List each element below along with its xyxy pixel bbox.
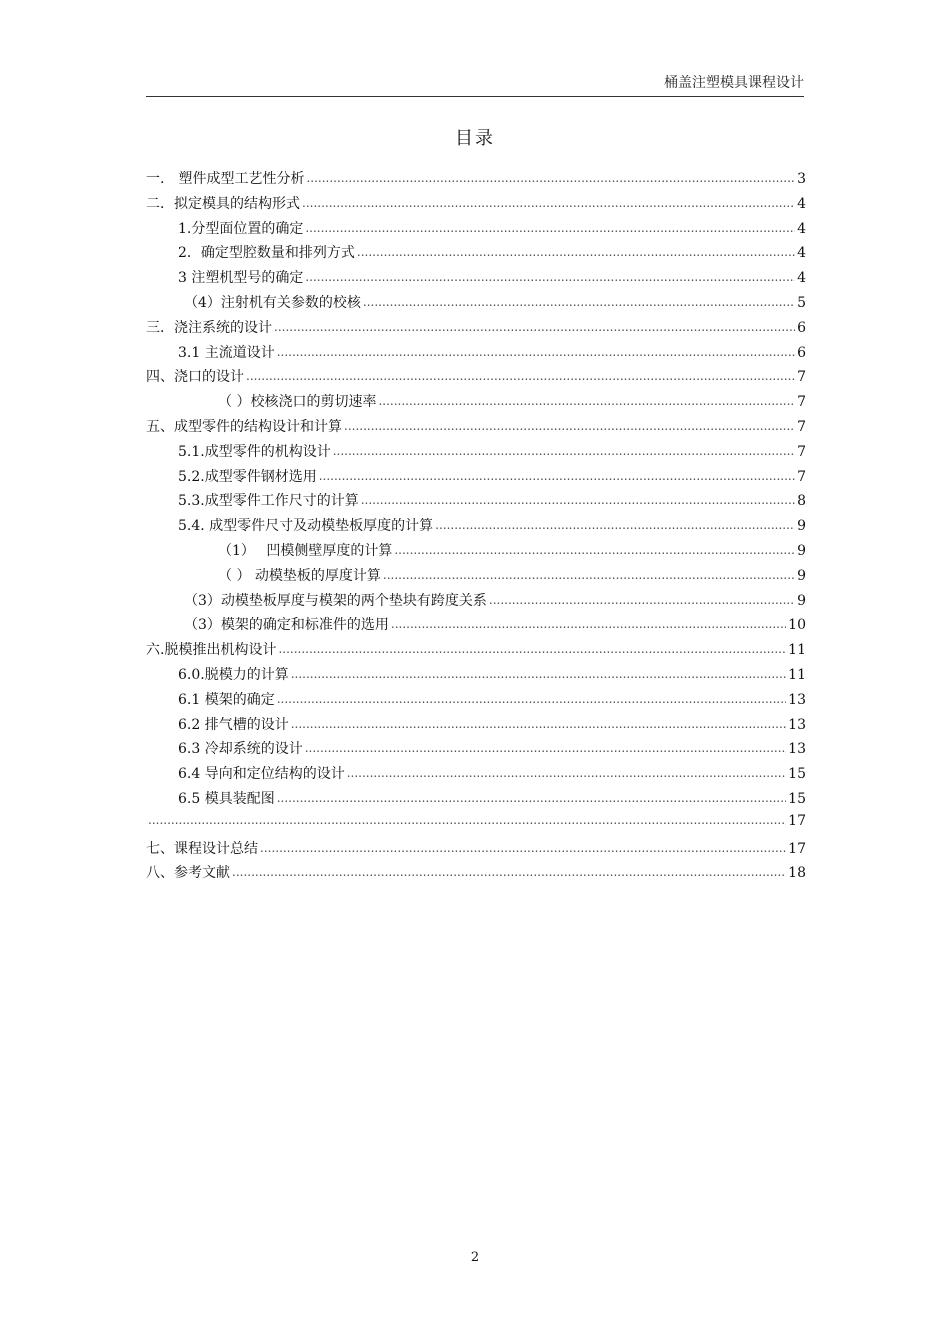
toc-dot-leader: [246, 369, 795, 383]
toc-entry-label: 二．拟定模具的结构形式: [146, 195, 300, 212]
toc-entry-page: 17: [788, 812, 806, 829]
toc-entry-label: 5.2.成型零件钢材选用: [178, 468, 317, 485]
toc-entry-label: 三．浇注系统的设计: [146, 319, 272, 336]
toc-entry-label: （ ） 动模垫板的厚度计算: [218, 567, 381, 584]
toc-dot-leader: [333, 444, 795, 458]
toc-entry[interactable]: [146, 614, 806, 639]
toc-dot-leader: [291, 717, 786, 731]
toc-dot-leader: [306, 171, 795, 185]
toc-entry-page: 5: [797, 294, 806, 311]
toc-entry-label: 3 注塑机型号的确定: [178, 270, 304, 287]
toc-entry[interactable]: [146, 366, 806, 391]
toc-entry-label: 5.1.成型零件的机构设计: [178, 443, 331, 460]
toc-dot-leader: [391, 617, 786, 631]
toc-entry-page: 9: [797, 518, 806, 535]
toc-entry-page: 13: [788, 716, 806, 733]
toc-entry[interactable]: [146, 590, 806, 615]
page-header-title: 桶盖注塑模具课程设计: [664, 75, 804, 91]
toc-entry[interactable]: [146, 391, 806, 416]
toc-entry[interactable]: [146, 416, 806, 441]
toc-dot-leader: [344, 419, 795, 433]
toc-entry-page: 17: [788, 840, 806, 857]
toc-entry-label: 6.2 排气槽的设计: [178, 716, 289, 733]
page-number: 2: [470, 1250, 480, 1265]
toc-entry-page: 15: [788, 766, 806, 783]
toc-dot-leader: [378, 394, 795, 408]
toc-entry-page: 18: [788, 865, 806, 882]
toc-entry-label: （4）注射机有关参数的校核: [184, 294, 361, 311]
toc-dot-leader: [394, 543, 795, 557]
toc-entry[interactable]: [146, 193, 806, 218]
toc-entry-page: 13: [788, 691, 806, 708]
toc-entry-label: 七、课程设计总结: [146, 840, 258, 857]
table-of-contents: [146, 168, 806, 887]
toc-entry[interactable]: [146, 838, 806, 863]
toc-dot-leader: [489, 593, 795, 607]
toc-dot-leader: [148, 813, 786, 827]
toc-entry-label: 1.分型面位置的确定: [178, 220, 304, 237]
header-rule: [146, 96, 804, 97]
toc-entry-page: 13: [788, 741, 806, 758]
toc-dot-leader: [277, 345, 795, 359]
toc-entry[interactable]: [146, 441, 806, 466]
toc-dot-leader: [277, 692, 786, 706]
toc-entry[interactable]: [146, 565, 806, 590]
toc-dot-leader: [319, 469, 795, 483]
toc-entry[interactable]: [146, 714, 806, 739]
toc-entry[interactable]: [146, 664, 806, 689]
toc-entry-label: 5.4. 成型零件尺寸及动模垫板厚度的计算: [178, 518, 434, 535]
toc-dot-leader: [357, 245, 795, 259]
toc-dot-leader: [302, 196, 795, 210]
toc-entry-label: 6.4 导向和定位结构的设计: [178, 766, 345, 783]
toc-dot-leader: [305, 270, 795, 284]
toc-entry-page: 4: [797, 195, 806, 212]
toc-entry-page: 7: [797, 443, 806, 460]
toc-entry-page: 9: [797, 567, 806, 584]
toc-entry[interactable]: [146, 466, 806, 491]
toc-dot-leader: [232, 865, 786, 879]
toc-entry[interactable]: [146, 738, 806, 763]
toc-dot-leader: [274, 320, 795, 334]
toc-entry-label: 3.1 主流道设计: [178, 344, 275, 361]
toc-entry-page: 4: [797, 220, 806, 237]
toc-entry-label: 八、参考文献: [146, 865, 230, 882]
toc-title: 目录: [455, 128, 495, 149]
toc-entry[interactable]: [146, 763, 806, 788]
toc-entry-label: （3）模架的确定和标准件的选用: [184, 617, 389, 634]
toc-entry-label: 一. 塑件成型工艺性分析: [146, 171, 305, 187]
toc-entry-label: 6.5 模具装配图: [178, 790, 275, 807]
toc-entry[interactable]: [146, 292, 806, 317]
toc-entry[interactable]: [146, 317, 806, 342]
toc-entry-label: （ ）校核浇口的剪切速率: [218, 394, 377, 411]
toc-entry[interactable]: [146, 813, 806, 838]
toc-entry-page: 7: [797, 369, 806, 386]
toc-entry-page: 4: [797, 245, 806, 262]
toc-entry[interactable]: [146, 540, 806, 565]
toc-entry-page: 3: [797, 171, 806, 187]
toc-entry-label: （1） 凹模侧壁厚度的计算: [218, 542, 393, 559]
toc-dot-leader: [435, 518, 795, 532]
toc-entry-page: 11: [788, 666, 806, 683]
toc-entry-label: 6.0.脱模力的计算: [178, 666, 289, 683]
toc-entry-page: 9: [797, 542, 806, 559]
toc-entry-label: 五、成型零件的结构设计和计算: [146, 418, 342, 435]
toc-entry[interactable]: [146, 862, 806, 887]
toc-entry-page: 6: [797, 344, 806, 361]
toc-entry[interactable]: [146, 267, 806, 292]
toc-entry-page: 9: [797, 592, 806, 609]
toc-entry-label: 四、浇口的设计: [146, 369, 244, 386]
toc-entry-label: （3）动模垫板厚度与模架的两个垫块有跨度关系: [184, 592, 487, 609]
toc-dot-leader: [291, 667, 786, 681]
toc-entry-page: 7: [797, 468, 806, 485]
toc-entry-page: 6: [797, 319, 806, 336]
toc-dot-leader: [260, 841, 786, 855]
toc-entry-page: 15: [788, 790, 806, 807]
toc-entry-label: 2．确定型腔数量和排列方式: [178, 245, 355, 262]
toc-entry[interactable]: [146, 788, 806, 813]
toc-entry-page: 8: [797, 493, 806, 510]
toc-entry[interactable]: [146, 342, 806, 367]
toc-entry-label: 5.3.成型零件工作尺寸的计算: [178, 493, 359, 510]
toc-entry[interactable]: [146, 168, 806, 193]
toc-dot-leader: [361, 493, 795, 507]
toc-dot-leader: [277, 791, 786, 805]
toc-entry[interactable]: [146, 515, 806, 540]
toc-entry-label: 六.脱模推出机构设计: [146, 642, 277, 659]
toc-entry-page: 7: [797, 394, 806, 411]
toc-entry-label: 6.3 冷却系统的设计: [178, 741, 303, 758]
toc-entry-page: 7: [797, 418, 806, 435]
toc-entry-page: 4: [797, 270, 806, 287]
toc-entry-label: 6.1 模架的确定: [178, 691, 275, 708]
toc-dot-leader: [347, 766, 786, 780]
toc-dot-leader: [278, 642, 786, 656]
toc-dot-leader: [305, 741, 786, 755]
toc-dot-leader: [363, 295, 795, 309]
toc-dot-leader: [305, 221, 795, 235]
toc-entry-page: 10: [788, 617, 806, 634]
toc-dot-leader: [383, 568, 795, 582]
toc-entry[interactable]: [146, 242, 806, 267]
toc-entry[interactable]: [146, 218, 806, 243]
toc-entry[interactable]: [146, 639, 806, 664]
toc-entry[interactable]: [146, 689, 806, 714]
toc-entry-page: 11: [788, 642, 806, 659]
toc-entry[interactable]: [146, 490, 806, 515]
